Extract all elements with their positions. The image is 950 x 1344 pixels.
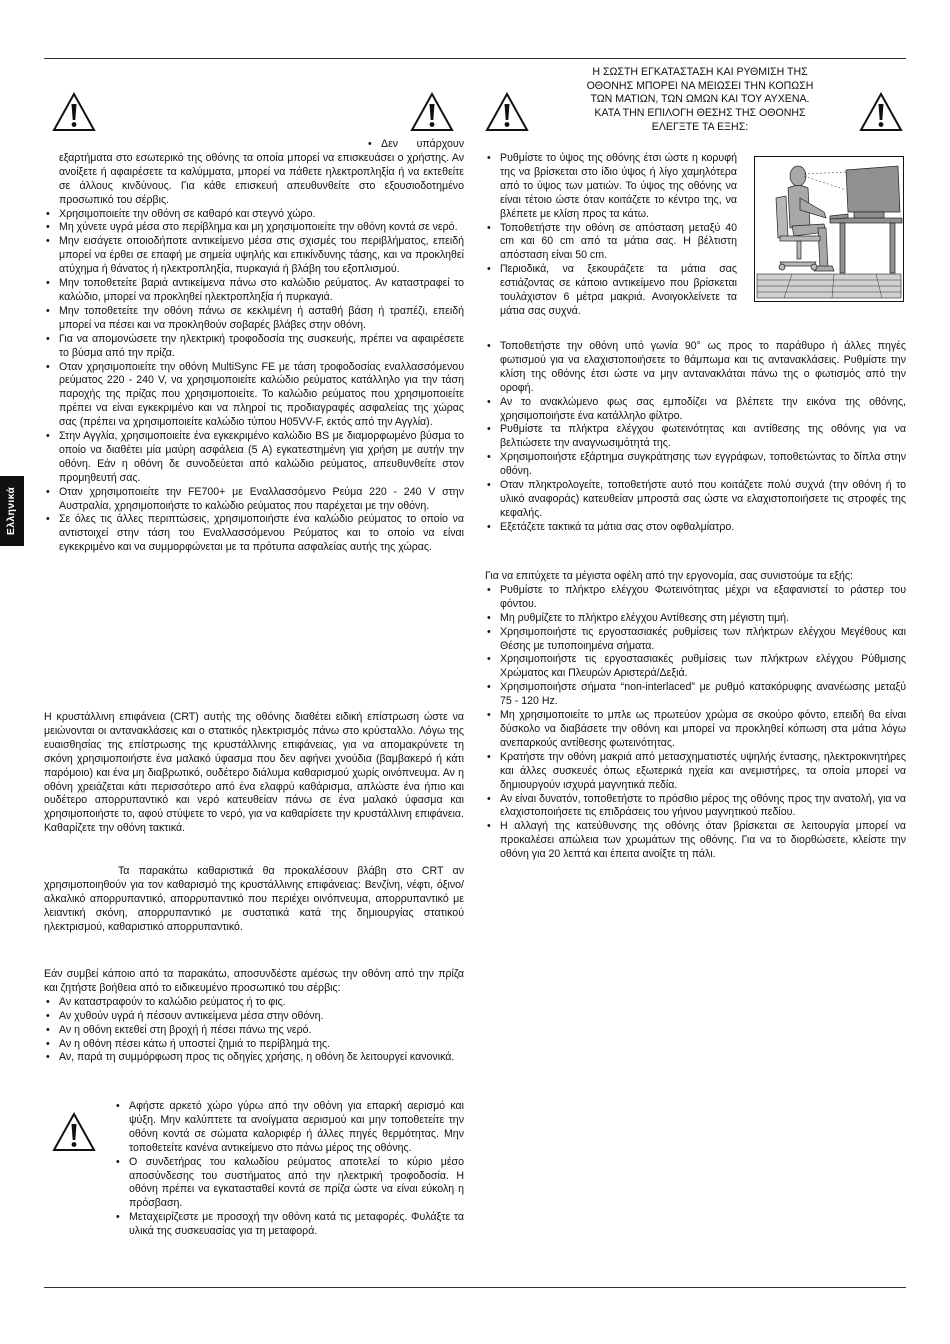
list-item: • Οταν χρησιμοποιείτε την FE700+ με Εναλλασσόμενο Ρεύμα 220 - 240 V στην Αυστραλία, χρησιμοποιήστε το καλώδιο ρεύματος που παρέχεται με την οθόνη. <box>44 486 464 514</box>
top-rule <box>44 58 906 59</box>
heading-line: ΟΘΟΝΗΣ ΜΠΟΡΕΙ ΝΑ ΜΕΙΩΣΕΙ ΤΗΝ ΚΟΠΩΣΗ <box>586 79 814 92</box>
heading-line: Η ΣΩΣΤΗ ΕΓΚΑΤΑΣΤΑΣΗ ΚΑΙ ΡΥΘΜΙΣΗ ΤΗΣ <box>592 66 808 78</box>
warning-icon <box>859 92 903 132</box>
ergonomic-workstation-illustration <box>754 156 904 302</box>
disconnect-list <box>44 996 464 1066</box>
list-item: • Αν χυθούν υγρά ή πέσουν αντικείμενα μέσα στην οθόνη. <box>44 1010 464 1024</box>
warning-icon <box>52 92 96 132</box>
ventilation-section <box>114 1100 464 1239</box>
list-item: • Μη χύνετε υγρά μέσα στο περίβλημα και μη χρησιμοποιείτε την οθόνη κοντά σε νερό. <box>44 221 464 235</box>
caution-section <box>44 865 464 935</box>
crt-cleaning-section <box>44 711 464 836</box>
glare-list <box>485 340 906 535</box>
caution-paragraph: Τα παρακάτω καθαριστικά θα προκαλέσουν βλάβη στο CRT αν χρησιμοποιηθούν για τον καθαρισμό της κρυστάλλινης επιφάνειας: Βενζίνη, νέφτι, όξινο/αλκαλικό απορρυπαντικό, απορρυπαντικό που περιέχει οινόπνευμα, απορρυπαντικό με λειαντική σκόνη, απορρυπαντικό με συστατικά κατά της δημιουργίας στατικού ηλεκτρισμού, καθαριστικό απορρυπαντικό. <box>44 865 464 933</box>
heading-line: ΤΩΝ ΜΑΤΙΩΝ, ΤΩΝ ΩΜΩΝ ΚΑΙ ΤΟΥ ΑΥΧΕΝΑ. <box>590 93 810 106</box>
heading-line: ΚΑΤΑ ΤΗΝ ΕΠΙΛΟΓΗ ΘΕΣΗΣ ΤΗΣ ΟΘΟΝΗΣ <box>594 107 806 120</box>
safety-list <box>44 138 464 555</box>
list-item: • Τοποθετήστε την οθόνη υπό γωνία 90° ως προς το παράθυρο ή άλλες πηγές φωτισμού για να ελαχιστοποιήσετε το θάμπωμα και τις αντανακλάσεις. Ρυθμίστε την κλίση της οθόνης έτσι ώστε να μην αντανακλάται πάνω της ο φωτισμός από την οροφή. <box>485 340 906 396</box>
list-item: • Αν καταστραφούν το καλώδιο ρεύματος ή το φις. <box>44 996 464 1010</box>
list-item: • Για να απομονώσετε την ηλεκτρική τροφοδοσία της συσκευής, πρέπει να αφαιρέσετε το βύσμα από την πρίζα. <box>44 333 464 361</box>
list-item: • Εξετάζετε τακτικά τα μάτια σας στον οφθαλμίατρο. <box>485 521 906 535</box>
list-item: • Ρυθμίστε το πλήκτρο ελέγχου Φωτεινότητας μέχρι να εξαφανιστεί το ράστερ του φόντου. <box>485 584 906 612</box>
list-item: • Σε όλες τις άλλες περιπτώσεις, χρησιμοποιήστε ένα καλώδιο ρεύματος το οποίο να αντιστοιχεί στην τάση του Εναλλασσόμενου Ρεύματος και το οποίο να είναι εγκεκριμένο και να συμμορφώνεται με τα πρότυπα ασφαλείας αυτής της χώρας. <box>44 513 464 555</box>
language-tab <box>0 476 24 546</box>
list-item: • Αν η οθόνη εκτεθεί στη βροχή ή πέσει πάνω της νερό. <box>44 1024 464 1038</box>
monitor-position-section <box>485 152 737 319</box>
list-item: • Τοποθετήστε την οθόνη σε απόσταση μεταξύ 40 cm και 60 cm από τα μάτια σας. Η βέλτιστη απόσταση είναι 50 cm. <box>485 222 737 264</box>
list-item: • Μη χρησιμοποιείτε το μπλε ως πρωτεύον χρώμα σε σκούρο φόντο, επειδή θα είναι δύσκολο να διαβάσετε την οθόνη και μπορεί να προκληθεί κόπωση στα μάτια λόγω ανεπαρκούς αντίθεσης φωτεινότητας. <box>485 709 906 751</box>
ergonomics-list <box>485 584 906 862</box>
list-item: • Ρυθμίστε τα πλήκτρα ελέγχου φωτεινότητας και αντίθεσης της οθόνης για να βελτιώσετε την αναγνωσιμότητά της. <box>485 423 906 451</box>
glare-section <box>485 340 906 535</box>
warning-icon <box>52 1112 96 1152</box>
list-item: • Χρησιμοποιήστε τις εργοστασιακές ρυθμίσεις των πλήκτρων ελέγχου Μεγέθους και Θέσης με τυποποιημένα σήματα. <box>485 626 906 654</box>
list-item: • Μη ρυθμίζετε το πλήκτρο ελέγχου Αντίθεσης στη μέγιστη τιμή. <box>485 612 906 626</box>
list-item: • Χρησιμοποιήστε σήματα “non-interlaced” με ρυθμό κατακόρυφης ανανέωσης μεταξύ 75 - 120 Hz. <box>485 681 906 709</box>
ergonomics-intro: Για να επιτύχετε τα μέγιστα οφέλη από την εργονομία, σας συνιστούμε τα εξής: <box>485 570 853 582</box>
list-item: • Οταν χρησιμοποιείτε την οθόνη MultiSync FE με τάση τροφοδοσίας εναλλασσόμενου ρεύματος 220 - 240 V, να χρησιμοποιείτε καλώδιο ρεύματος κατάλληλο για την τάση παροχής της πρίζας που χρησιμοποιείτε. Το καλώδιο ρεύματος που χρησιμοποιείτε πρέπει να είναι εγκεκριμένο και να πληροί τις προδιαγραφές ασφαλείας της χώρας σας (πρέπει να χρησιμοποιείτε καλώδιο τύπου H05VV-F, εκτός από την Αγγλία). <box>44 361 464 431</box>
ventilation-list <box>114 1100 464 1239</box>
list-item: • Αν η οθόνη πέσει κάτω ή υποστεί ζημιά το περίβλημά της. <box>44 1038 464 1052</box>
language-tab-label: Ελληνικά <box>5 486 18 536</box>
heading-line: ΕΛΕΓΞΤΕ ΤΑ ΕΞΗΣ: <box>651 120 749 133</box>
list-item: • Χρησιμοποιήστε τις εργοστασιακές ρυθμίσεις των πλήκτρων ελέγχου Ρύθμισης Χρώματος και Πλευρών Αριστερά/Δεξιά. <box>485 653 906 681</box>
disconnect-intro: Εάν συμβεί κάποιο από τα παρακάτω, αποσυνδέστε αμέσως την οθόνη από την πρίζα και ζητήστε βοήθεια από το ειδικευμένο προσωπικό του σέρβις: <box>44 968 464 994</box>
warning-icon <box>485 92 529 132</box>
list-item: • Κρατήστε την οθόνη μακριά από μετασχηματιστές υψηλής έντασης, ηλεκτροκινητήρες και άλλες συσκευές όπως εξωτερικά ηχεία και ανεμιστήρες, τα οποία μπορεί να δημιουργούν ισχυρά μαγνητικά πεδία. <box>485 751 906 793</box>
list-item: • Ρυθμίστε το ύψος της οθόνης έτσι ώστε η κορυφή της να βρίσκεται στο ίδιο ύψος ή λίγο χαμηλότερα από το ύψος των ματιών. Το ύψος της οθόνης να είναι τέτοιο ώστε όταν κοιτάζετε το κέντρο της, να βλέπετε με κλίση προς τα κάτω. <box>485 152 737 222</box>
warning-icon <box>410 92 454 132</box>
list-item: • Αν το ανακλώμενο φως σας εμποδίζει να βλέπετε την εικόνα της οθόνης, χρησιμοποιήστε ένα κατάλληλο φίλτρο. <box>485 396 906 424</box>
list-item: • Αφήστε αρκετό χώρο γύρω από την οθόνη για επαρκή αερισμό και ψύξη. Μην καλύπτετε τα ανοίγματα αερισμού και μην τοποθετείτε την οθόνη κοντά σε σώματα καλοριφέρ ή άλλες πηγές θερμότητας. Μην τοποθετείτε κανένα αντικείμενο στο πάνω μέρος της οθόνης. <box>114 1100 464 1156</box>
list-item: • Μην τοποθετείτε βαριά αντικείμενα πάνω στο καλώδιο ρεύματος. Αν καταστραφεί το καλώδιο, μπορεί να προκληθεί ηλεκτροπληξία ή πυρκαγιά. <box>44 277 464 305</box>
list-item: • Αν είναι δυνατόν, τοποθετήστε το πρόσθιο μέρος της οθόνης προς την ανατολή, για να ελαχιστοποιήσετε τις επιδράσεις του γήινου μαγνητικού πεδίου. <box>485 793 906 821</box>
position-list <box>485 152 737 319</box>
bottom-rule <box>44 1287 906 1288</box>
list-item: • Μεταχειρίζεστε με προσοχή την οθόνη κατά τις μεταφορές. Φυλάξτε τα υλικά της συσκευασίας για τη μεταφορά. <box>114 1211 464 1239</box>
safety-section <box>44 138 464 555</box>
list-item: • Χρησιμοποιείτε την οθόνη σε καθαρό και στεγνό χώρο. <box>44 208 464 222</box>
list-item: • Οταν πληκτρολογείτε, τοποθετήστε αυτό που κοιτάζετε πολύ συχνά (την οθόνη ή το υλικό αναφοράς) κατευθείαν μπροστά σας ώστε να ελαχιστοποιήσετε τις στροφές της κεφαλής. <box>485 479 906 521</box>
crt-paragraph: Η κρυστάλλινη επιφάνεια (CRT) αυτής της οθόνης διαθέτει ειδική επίστρωση ώστε να μειώνονται οι αντανακλάσεις και ο στατικός ηλεκτρισμός πάνω στο κρύσταλλο. Λόγω της ευαισθησίας της επίστρωσης της κρυστάλλινης επιφάνειας, για να απομακρύνετε τη σκόνη χρησιμοποιήστε ένα μαλακό ύφασμα που δεν αφήνει χνούδια (βαμβακερό ή κάτι παρόμοιο) και ένα μη διαβρωτικό, ουδέτερο διάλυμα καθαρισμού χωρίς οινόπνευμα. Αν η οθόνη χρειάζεται κάτι περισσότερο από ένα ελαφρύ καθάρισμα, απλώστε ένα ήπιο και ουδέτερο απορρυπαντικό και νερό κατευθείαν πάνω σε ένα μαλακό ύφασμα και χρησιμοποιήστε το, αφού στύψετε το νερό, για να καθαρίσετε την κρυστάλλινη επιφάνεια. Καθαρίζετε την οθόνη τακτικά. <box>44 711 464 835</box>
list-item: • Μην τοποθετείτε την οθόνη πάνω σε κεκλιμένη ή ασταθή βάση ή τραπέζι, επειδή μπορεί να πέσει και να προκληθούν σοβαρές βλάβες στην οθόνη. <box>44 305 464 333</box>
list-item: • Η αλλαγή της κατεύθυνσης της οθόνης όταν βρίσκεται σε λειτουργία μπορεί να προκαλέσει απώλεια των χρωμάτων της οθόνης. Για να το διορθώσετε, κλείστε την οθόνη για 20 λεπτά και έπειτα ανοίξτε τη πάλι. <box>485 820 906 862</box>
list-item: • Περιοδικά, να ξεκουράζετε τα μάτια σας εστιάζοντας σε κάποιο αντικείμενο που βρίσκεται τουλάχιστον 6 μέτρα μακριά. Ανοιγοκλείνετε τα μάτια σας συχνά. <box>485 263 737 319</box>
ergonomics-section <box>485 570 906 862</box>
list-item: • Ο συνδετήρας του καλωδίου ρεύματος αποτελεί το κύριο μέσο αποσύνδεσης του συστήματος από την ηλεκτρική τροφοδοσία. Η οθόνη πρέπει να εγκατασταθεί κοντά σε πρίζα ώστε να είναι εύκολη η πρόσβαση. <box>114 1156 464 1212</box>
disconnect-section <box>44 968 464 1065</box>
list-item: • Στην Αγγλία, χρησιμοποιείτε ένα εγκεκριμένο καλώδιο BS με διαμορφωμένο βύσμα το οποίο να διαθέτει μία μαύρη ασφάλεια (5 A) εγκατεστημένη για χρήση με αυτήν την οθόνη. Εάν η οθόνη δε συνοδεύεται από καλώδιο ρεύματος, απευθυνθείτε στον προμηθευτή σας. <box>44 430 464 486</box>
right-heading <box>540 66 860 135</box>
list-item: • Χρησιμοποιήστε εξάρτημα συγκράτησης των εγγράφων, τοποθετώντας το δίπλα στην οθόνη. <box>485 451 906 479</box>
list-item: • Δεν υπάρχουν εξαρτήματα στο εσωτερικό της οθόνης τα οποία μπορεί να επισκευάσει ο χρήστης. Αν ανοίξετε ή αφαιρέσετε τα καλύμματα, μπορεί να πάθετε ηλεκτροπληξία ή να εκτεθείτε σε άλλους κινδύνους. Για κάθε επισκευή απευθυνθείτε στο εξουσιοδοτημένο προσωπικό του σέρβις. <box>44 138 464 208</box>
list-item: • Αν, παρά τη συμμόρφωση προς τις οδηγίες χρήσης, η οθόνη δε λειτουργεί κανονικά. <box>44 1051 464 1065</box>
list-item: • Μην εισάγετε οποιοδήποτε αντικείμενο μέσα στις σχισμές του περιβλήματος, επειδή μπορεί να έρθει σε επαφή με σημεία υψηλής και επικίνδυνης τάσης, και να προκληθεί ατύχημα ή θάνατος ή ηλεκτροπληξία, πυρκαγιά ή βλάβη του εξοπλισμού. <box>44 235 464 277</box>
